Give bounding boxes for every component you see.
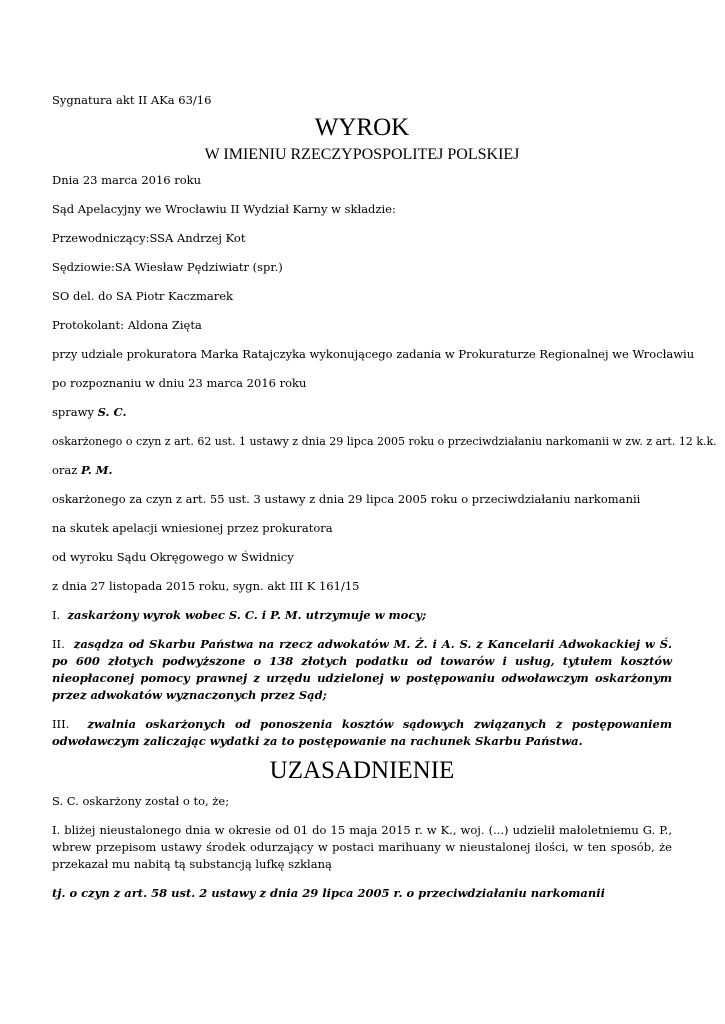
case-of-line — [52, 404, 126, 421]
delegated-judge: SO del. do SA Piotr Kaczmarek — [52, 289, 233, 303]
point-3-number: III. — [52, 717, 70, 731]
judges: Sędziowie:SA Wiesław Pędziwiatr (spr.) — [52, 260, 283, 274]
charge-2: oskarżonego za czyn z art. 55 ust. 3 ustawy z dnia 29 lipca 2005 roku o przeciwdziałaniu narkomanii — [52, 492, 641, 506]
justification-intro: S. C. oskarżony został o to, że; — [52, 794, 230, 808]
legal-qualification: tj. o czyn z art. 58 ust. 2 ustawy z dnia 29 lipca 2005 r. o przeciwdziałaniu narkomanii — [52, 886, 605, 900]
defendant-1-name: S. C. — [97, 405, 127, 419]
verdict-point-3 — [52, 716, 672, 750]
case-signature: Sygnatura akt II AKa 63/16 — [52, 93, 212, 107]
and-line — [52, 462, 113, 479]
verdict-point-1 — [52, 607, 426, 624]
and-prefix: oraz — [52, 463, 81, 477]
justification-title: UZASADNIENIE — [269, 757, 455, 784]
point-1-number: I. — [52, 608, 61, 622]
defendant-2-name: P. M. — [81, 463, 113, 477]
point-2-number: II. — [52, 637, 65, 651]
charge-1: oskarżonego o czyn z art. 62 ust. 1 ustawy z dnia 29 lipca 2005 roku o przeciwdziałaniu narkomanii w zw. z art. 12 k.k. — [52, 435, 717, 448]
justification-point-1: I. bliżej nieustalonego dnia w okresie od 01 do 15 maja 2015 r. w K., woj. (...) udzielił małoletniemu G. P., wbrew przepisom ustawy środek odurzający w postaci marihuany w nieustalonej ilości, w ten sposób, że przekazał mu nabitą tą substancją lufkę szklaną — [52, 823, 672, 871]
court-composition: Sąd Apelacyjny we Wrocławiu II Wydział Karny w składzie: — [52, 202, 396, 216]
verdict-title: WYROK — [314, 114, 410, 141]
verdict-point-2 — [52, 636, 672, 704]
point-2-text: zasądza od Skarbu Państwa na rzecz adwokatów M. Ż. i A. S. z Kancelarii Adwokackiej w Ś. po 600 złotych podwyższone o 138 złotych podatku od towarów i usług, tytułem kosztów nieopłaconej pomocy prawnej z urzędu udzielonej w postępowaniu odwoławczym oskarżonym przez adwokatów wyznaczonych przez Sąd; — [52, 637, 672, 702]
lower-court-date: z dnia 27 listopada 2015 roku, sygn. akt III K 161/15 — [52, 579, 360, 593]
presiding-judge: Przewodniczący:SSA Andrzej Kot — [52, 231, 246, 245]
appeal-line: na skutek apelacji wniesionej przez prokuratora — [52, 521, 333, 535]
court-clerk: Protokolant: Aldona Zięta — [52, 318, 202, 332]
point-1-text: zaskarżony wyrok wobec S. C. i P. M. utrzymuje w mocy; — [67, 608, 427, 622]
prosecutor-line: przy udziale prokuratora Marka Ratajczyka wykonującego zadania w Prokuraturze Regionalnej we Wrocławiu — [52, 347, 695, 361]
verdict-subtitle: W IMIENIU RZECZYPOSPOLITEJ POLSKIEJ — [204, 146, 520, 163]
verdict-date: Dnia 23 marca 2016 roku — [52, 173, 202, 187]
lower-court-line: od wyroku Sądu Okręgowego w Świdnicy — [52, 550, 294, 564]
case-of-prefix: sprawy — [52, 405, 98, 419]
hearing-date: po rozpoznaniu w dniu 23 marca 2016 roku — [52, 376, 307, 390]
point-3-text: zwalnia oskarżonych od ponoszenia kosztów sądowych związanych z postępowaniem odwoławczym zaliczając wydatki za to postępowanie na rachunek Skarbu Państwa. — [52, 717, 672, 748]
